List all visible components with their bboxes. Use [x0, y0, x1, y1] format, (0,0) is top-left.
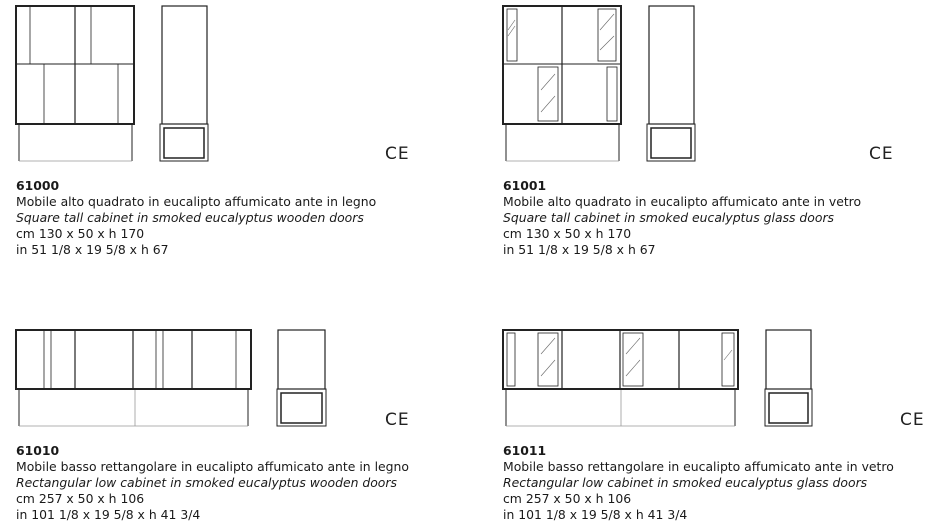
product-name-italian: Mobile alto quadrato in eucalipto affumicato ante in legno: [16, 194, 377, 209]
ce-mark: CE: [900, 410, 925, 430]
product-code: 61011: [503, 443, 547, 458]
dimensions-in: in 51 1/8 x 19 5/8 x h 67: [503, 242, 656, 257]
ce-mark: CE: [869, 144, 894, 164]
product-name-italian: Mobile basso rettangolare in eucalipto affumicato ante in vetro: [503, 459, 894, 474]
dimensions-in: in 51 1/8 x 19 5/8 x h 67: [16, 242, 169, 257]
product-name-english: Rectangular low cabinet in smoked eucalyptus glass doors: [503, 475, 868, 490]
ce-mark: CE: [385, 410, 410, 430]
product-code: 61000: [16, 178, 60, 193]
ce-mark: CE: [385, 144, 410, 164]
product-description-61011: [503, 443, 894, 523]
product-name-english: Square tall cabinet in smoked eucalyptus wooden doors: [16, 210, 364, 225]
dimensions-cm: cm 257 x 50 x h 106: [503, 491, 632, 506]
product-code: 61010: [16, 443, 60, 458]
product-name-english: Square tall cabinet in smoked eucalyptus glass doors: [503, 210, 834, 225]
dimensions-in: in 101 1/8 x 19 5/8 x h 41 3/4: [503, 507, 688, 522]
product-description-61010: [16, 443, 409, 523]
dimensions-in: in 101 1/8 x 19 5/8 x h 41 3/4: [16, 507, 201, 522]
product-name-italian: Mobile basso rettangolare in eucalipto affumicato ante in legno: [16, 459, 409, 474]
dimensions-cm: cm 257 x 50 x h 106: [16, 491, 145, 506]
product-code: 61001: [503, 178, 547, 193]
product-name-italian: Mobile alto quadrato in eucalipto affumicato ante in vetro: [503, 194, 862, 209]
dimensions-cm: cm 130 x 50 x h 170: [503, 226, 632, 241]
dimensions-cm: cm 130 x 50 x h 170: [16, 226, 145, 241]
product-name-english: Rectangular low cabinet in smoked eucalyptus wooden doors: [16, 475, 397, 490]
